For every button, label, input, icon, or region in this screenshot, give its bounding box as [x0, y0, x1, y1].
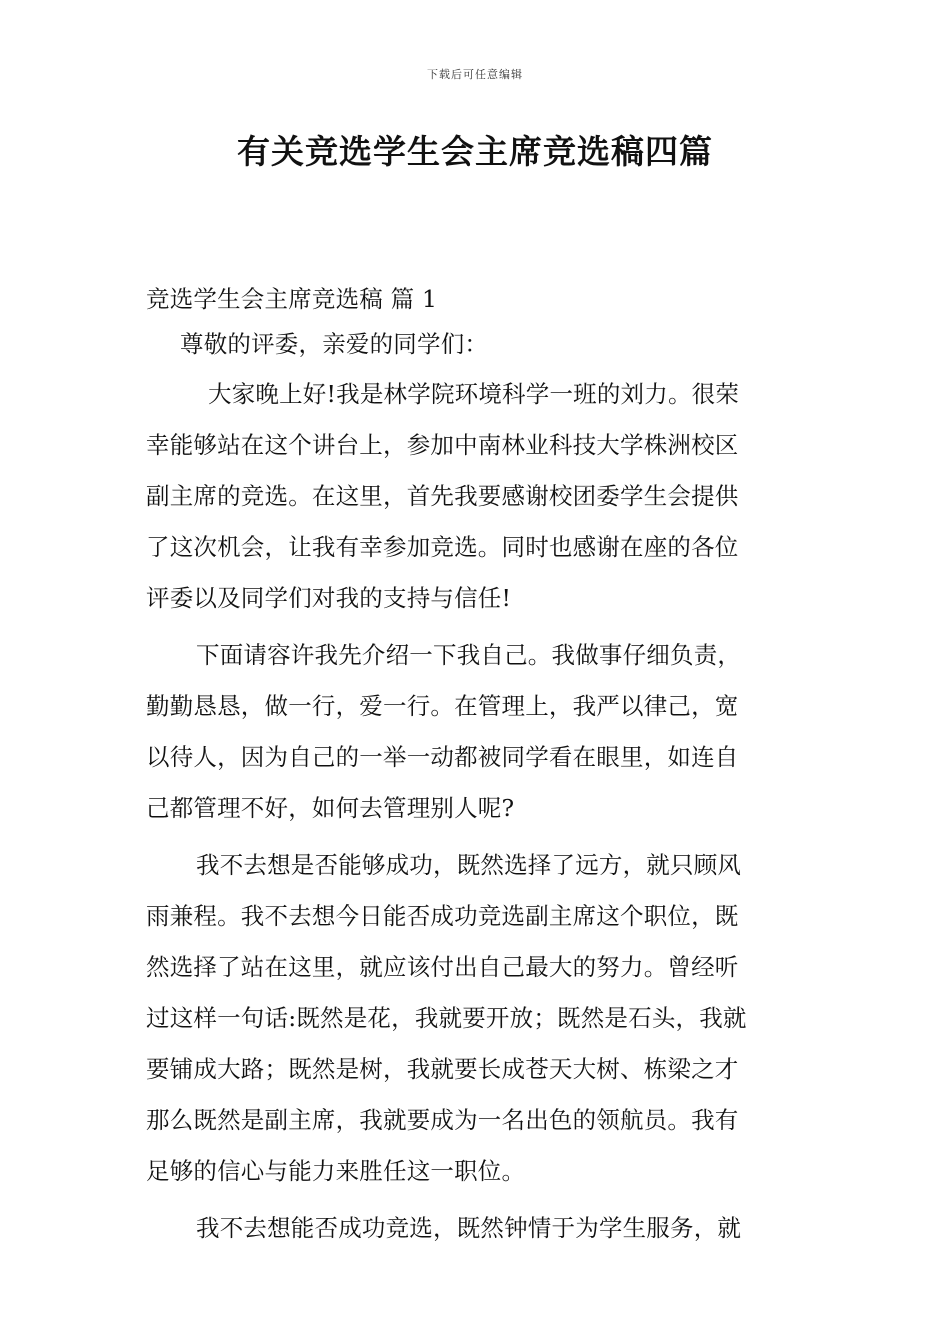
paragraph-2 [146, 630, 806, 834]
paragraph-line: 幸能够站在这个讲台上，参加中南林业科技大学株洲校区 [146, 431, 739, 459]
header-note: 下载后可任意编辑 [427, 68, 523, 81]
paragraph-4 [146, 1203, 806, 1254]
paragraph-line: 雨兼程。我不去想今日能否成功竞选副主席这个职位，既 [146, 902, 739, 930]
paragraph-line: 副主席的竞选。在这里，首先我要感谢校团委学生会提供 [146, 482, 739, 510]
paragraph-line: 了这次机会，让我有幸参加竞选。同时也感谢在座的各位 [146, 533, 739, 561]
paragraph-line: 大家晚上好!我是林学院环境科学一班的刘力。很荣 [208, 380, 740, 408]
paragraph-line: 评委以及同学们对我的支持与信任! [146, 584, 512, 612]
paragraph-line: 己都管理不好，如何去管理别人呢? [146, 794, 515, 822]
paragraph-line: 以待人，因为自己的一举一动都被同学看在眼里，如连自 [146, 743, 739, 771]
paragraph-line: 过这样一句话:既然是花，我就要开放；既然是石头，我就 [146, 1004, 747, 1032]
paragraph-line: 我不去想能否成功竞选，既然钟情于为学生服务，就 [196, 1214, 742, 1242]
paragraph-3 [146, 840, 806, 1197]
paragraph-line: 我不去想是否能够成功，既然选择了远方，就只顾风 [196, 851, 742, 879]
document-title: 有关竞选学生会主席竞选稿四篇 [237, 132, 713, 171]
paragraph-line: 勤勤恳恳，做一行，爱一行。在管理上，我严以律己，宽 [146, 692, 739, 720]
paragraph-1 [146, 369, 806, 624]
paragraph-line: 要铺成大路；既然是树，我就要长成苍天大树、栋梁之才 [146, 1055, 739, 1083]
paragraph-line: 足够的信心与能力来胜任这一职位。 [146, 1157, 526, 1185]
document-body [146, 279, 806, 1254]
paragraph-line: 然选择了站在这里，就应该付出自己最大的努力。曾经听 [146, 953, 739, 981]
paragraph-line: 那么既然是副主席，我就要成为一名出色的领航员。我有 [146, 1106, 739, 1134]
section-heading: 竞选学生会主席竞选稿 篇 1 [146, 285, 438, 313]
paragraph-line: 下面请容许我先介绍一下我自己。我做事仔细负责， [196, 641, 742, 669]
salutation: 尊敬的评委，亲爱的同学们： [180, 330, 489, 358]
